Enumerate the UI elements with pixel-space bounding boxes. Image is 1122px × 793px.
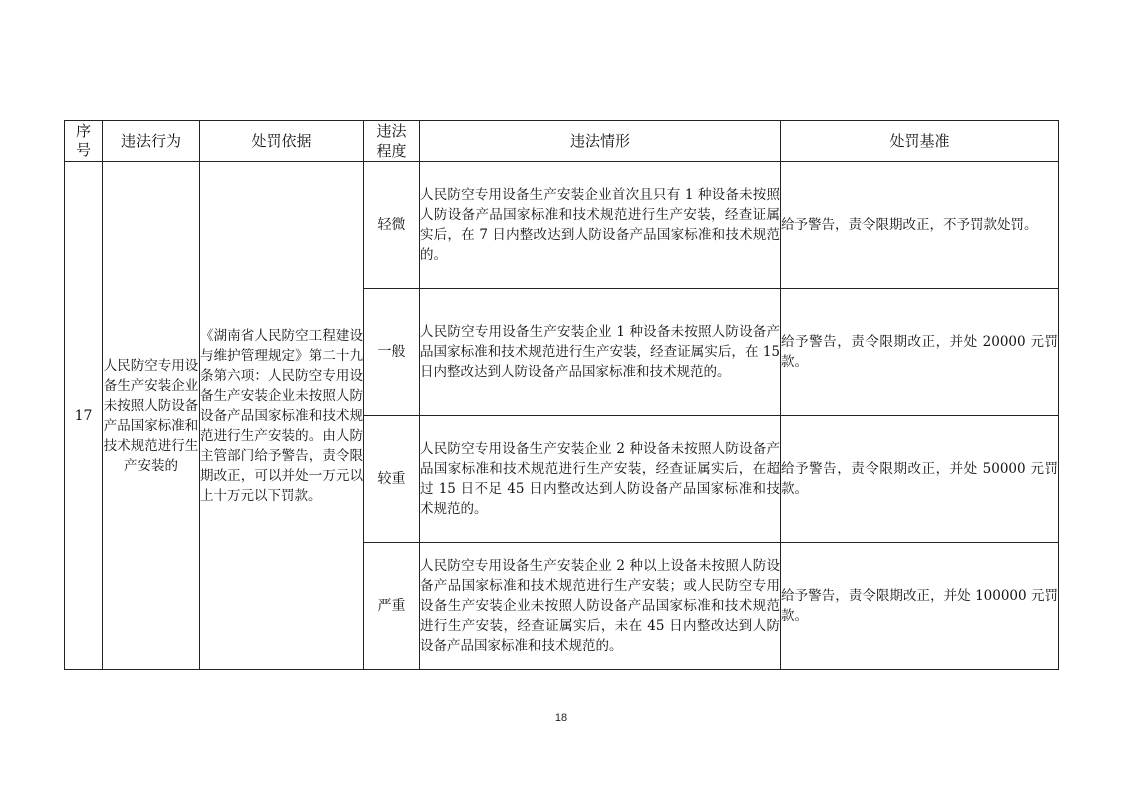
penalty-standard-table bbox=[64, 120, 1059, 670]
table-header-row bbox=[65, 121, 1059, 162]
header-standard: 处罚基准 bbox=[781, 121, 1059, 162]
cell-standard: 给予警告，责令限期改正，不予罚款处罚。 bbox=[781, 162, 1059, 289]
header-situation: 违法情形 bbox=[420, 121, 781, 162]
cell-degree: 一般 bbox=[364, 289, 420, 416]
page-number: 18 bbox=[554, 712, 568, 724]
cell-situation: 人民防空专用设备生产安装企业首次且只有 1 种设备未按照人防设备产品国家标准和技术规范进行生产安装，经查证属实后，在 7 日内整改达到人防设备产品国家标准和技术规范的。 bbox=[420, 162, 781, 289]
cell-standard: 给予警告，责令限期改正，并处 100000 元罚款。 bbox=[781, 543, 1059, 670]
header-seq: 序号 bbox=[65, 121, 103, 162]
cell-degree: 严重 bbox=[364, 543, 420, 670]
cell-standard: 给予警告，责令限期改正，并处 50000 元罚款。 bbox=[781, 416, 1059, 543]
cell-standard: 给予警告，责令限期改正，并处 20000 元罚款。 bbox=[781, 289, 1059, 416]
cell-situation: 人民防空专用设备生产安装企业 2 种以上设备未按照人防设备产品国家标准和技术规范进行生产安装；或人民防空专用设备生产安装企业未按照人防设备产品国家标准和技术规范进行生产安装，经查证属实后，未在 45 日内整改达到人防设备产品国家标准和技术规范的。 bbox=[420, 543, 781, 670]
cell-basis: 《湖南省人民防空工程建设与维护管理规定》第二十九条第六项：人民防空专用设备生产安装企业未按照人防设备产品国家标准和技术规范进行生产安装的。由人防主管部门给予警告，责令限期改正，可以并处一万元以上十万元以下罚款。 bbox=[200, 162, 364, 670]
header-behavior: 违法行为 bbox=[103, 121, 200, 162]
cell-degree: 较重 bbox=[364, 416, 420, 543]
cell-situation: 人民防空专用设备生产安装企业 1 种设备未按照人防设备产品国家标准和技术规范进行生产安装，经查证属实后，在 15 日内整改达到人防设备产品国家标准和技术规范的。 bbox=[420, 289, 781, 416]
cell-degree: 轻微 bbox=[364, 162, 420, 289]
header-degree: 违法程度 bbox=[364, 121, 420, 162]
cell-situation: 人民防空专用设备生产安装企业 2 种设备未按照人防设备产品国家标准和技术规范进行生产安装，经查证属实后，在超过 15 日不足 45 日内整改达到人防设备产品国家标准和技术规范的。 bbox=[420, 416, 781, 543]
cell-seq: 17 bbox=[65, 162, 103, 670]
header-basis: 处罚依据 bbox=[200, 121, 364, 162]
table-row bbox=[65, 162, 1059, 289]
cell-behavior: 人民防空专用设备生产安装企业未按照人防设备产品国家标准和技术规范进行生产安装的 bbox=[103, 162, 200, 670]
